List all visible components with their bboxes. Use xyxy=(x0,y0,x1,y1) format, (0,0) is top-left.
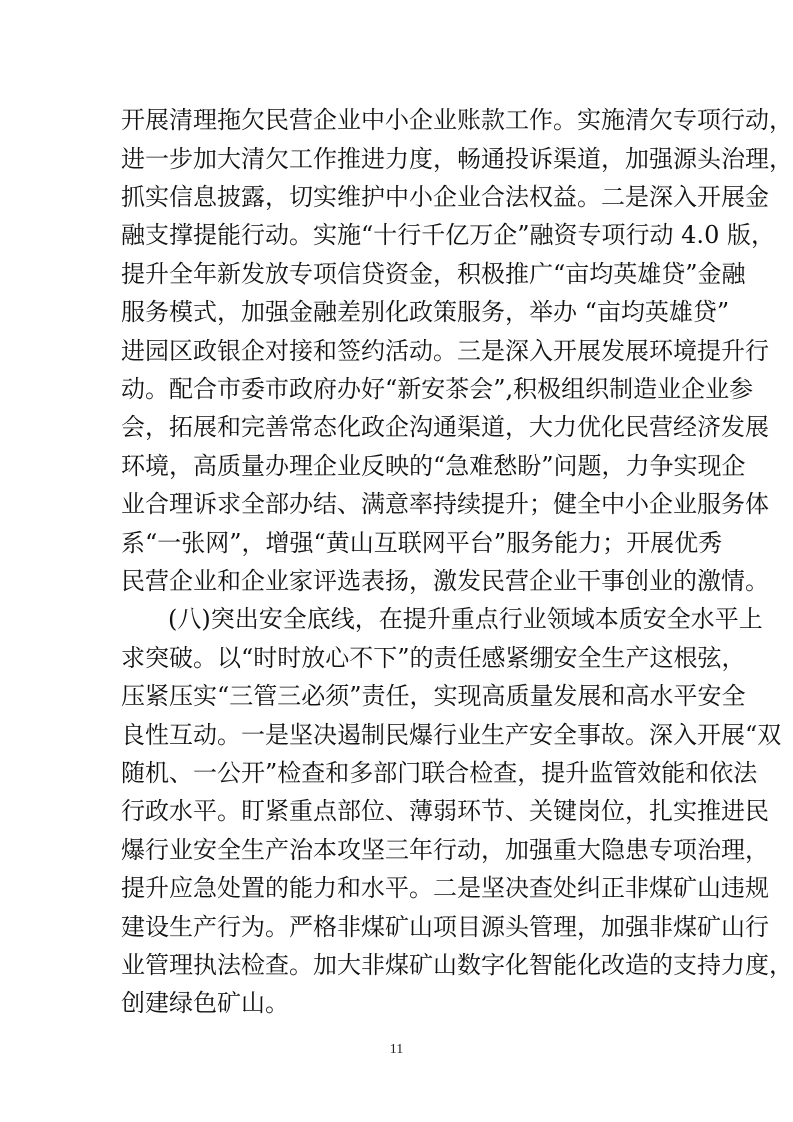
text-line: 服务模式，加强金融差别化政策服务，举办 “亩均英雄贷” xyxy=(121,298,730,326)
text-line: 进园区政银企对接和签约活动。三是深入开展发展环境提升行 xyxy=(121,337,769,365)
text-line: 业管理执法检查。加大非煤矿山数字化智能化改造的支持力度， xyxy=(121,951,793,979)
text-line: 求突破。以“时时放心不下”的责任感紧绷安全生产这根弦， xyxy=(121,644,746,672)
text-line: 提升全年新发放专项信贷资金，积极推广“亩均英雄贷”金融 xyxy=(121,260,746,288)
page-number: 11 xyxy=(389,1042,404,1057)
text-line: 民营企业和企业家评选表扬，激发民营企业干事创业的激情。 xyxy=(121,567,769,595)
text-line: 行政水平。盯紧重点部位、薄弱环节、关键岗位，扎实推进民 xyxy=(121,797,769,825)
text-line: 融支撑提能行动。实施“十行千亿万企”融资专项行动 4.0 版， xyxy=(121,221,775,249)
text-line: 环境，高质量办理企业反映的“急难愁盼”问题，力争实现企 xyxy=(121,452,746,480)
text-line: 开展清理拖欠民营企业中小企业账款工作。实施清欠专项行动， xyxy=(121,106,793,134)
text-line: 建设生产行为。严格非煤矿山项目源头管理，加强非煤矿山行 xyxy=(121,913,769,941)
text-line: 业合理诉求全部办结、满意率持续提升；健全中小企业服务体 xyxy=(121,490,769,518)
section-heading-line: (八)突出安全底线，在提升重点行业领域本质安全水平上 xyxy=(168,605,763,633)
text-line: 系“一张网”，增强“黄山互联网平台”服务能力；开展优秀 xyxy=(121,529,723,557)
text-line: 动。配合市委市政府办好“新安茶会”,积极组织制造业企业参 xyxy=(121,375,754,403)
text-line: 压紧压实“三管三必须”责任，实现高质量发展和高水平安全 xyxy=(121,682,746,710)
text-line: 抓实信息披露，切实维护中小企业合法权益。二是深入开展金 xyxy=(121,183,769,211)
text-line: 随机、一公开”检查和多部门联合检查，提升监管效能和依法 xyxy=(121,759,758,787)
text-line: 会，拓展和完善常态化政企沟通渠道，大力优化民营经济发展 xyxy=(121,413,769,441)
text-line: 创建绿色矿山。 xyxy=(121,989,289,1017)
text-line: 提升应急处置的能力和水平。二是坚决查处纠正非煤矿山违规 xyxy=(121,874,769,902)
text-line: 爆行业安全生产治本攻坚三年行动，加强重大隐患专项治理， xyxy=(121,836,769,864)
text-line: 进一步加大清欠工作推进力度，畅通投诉渠道，加强源头治理， xyxy=(121,145,793,173)
text-line: 良性互动。一是坚决遏制民爆行业生产安全事故。深入开展“双 xyxy=(121,721,782,749)
